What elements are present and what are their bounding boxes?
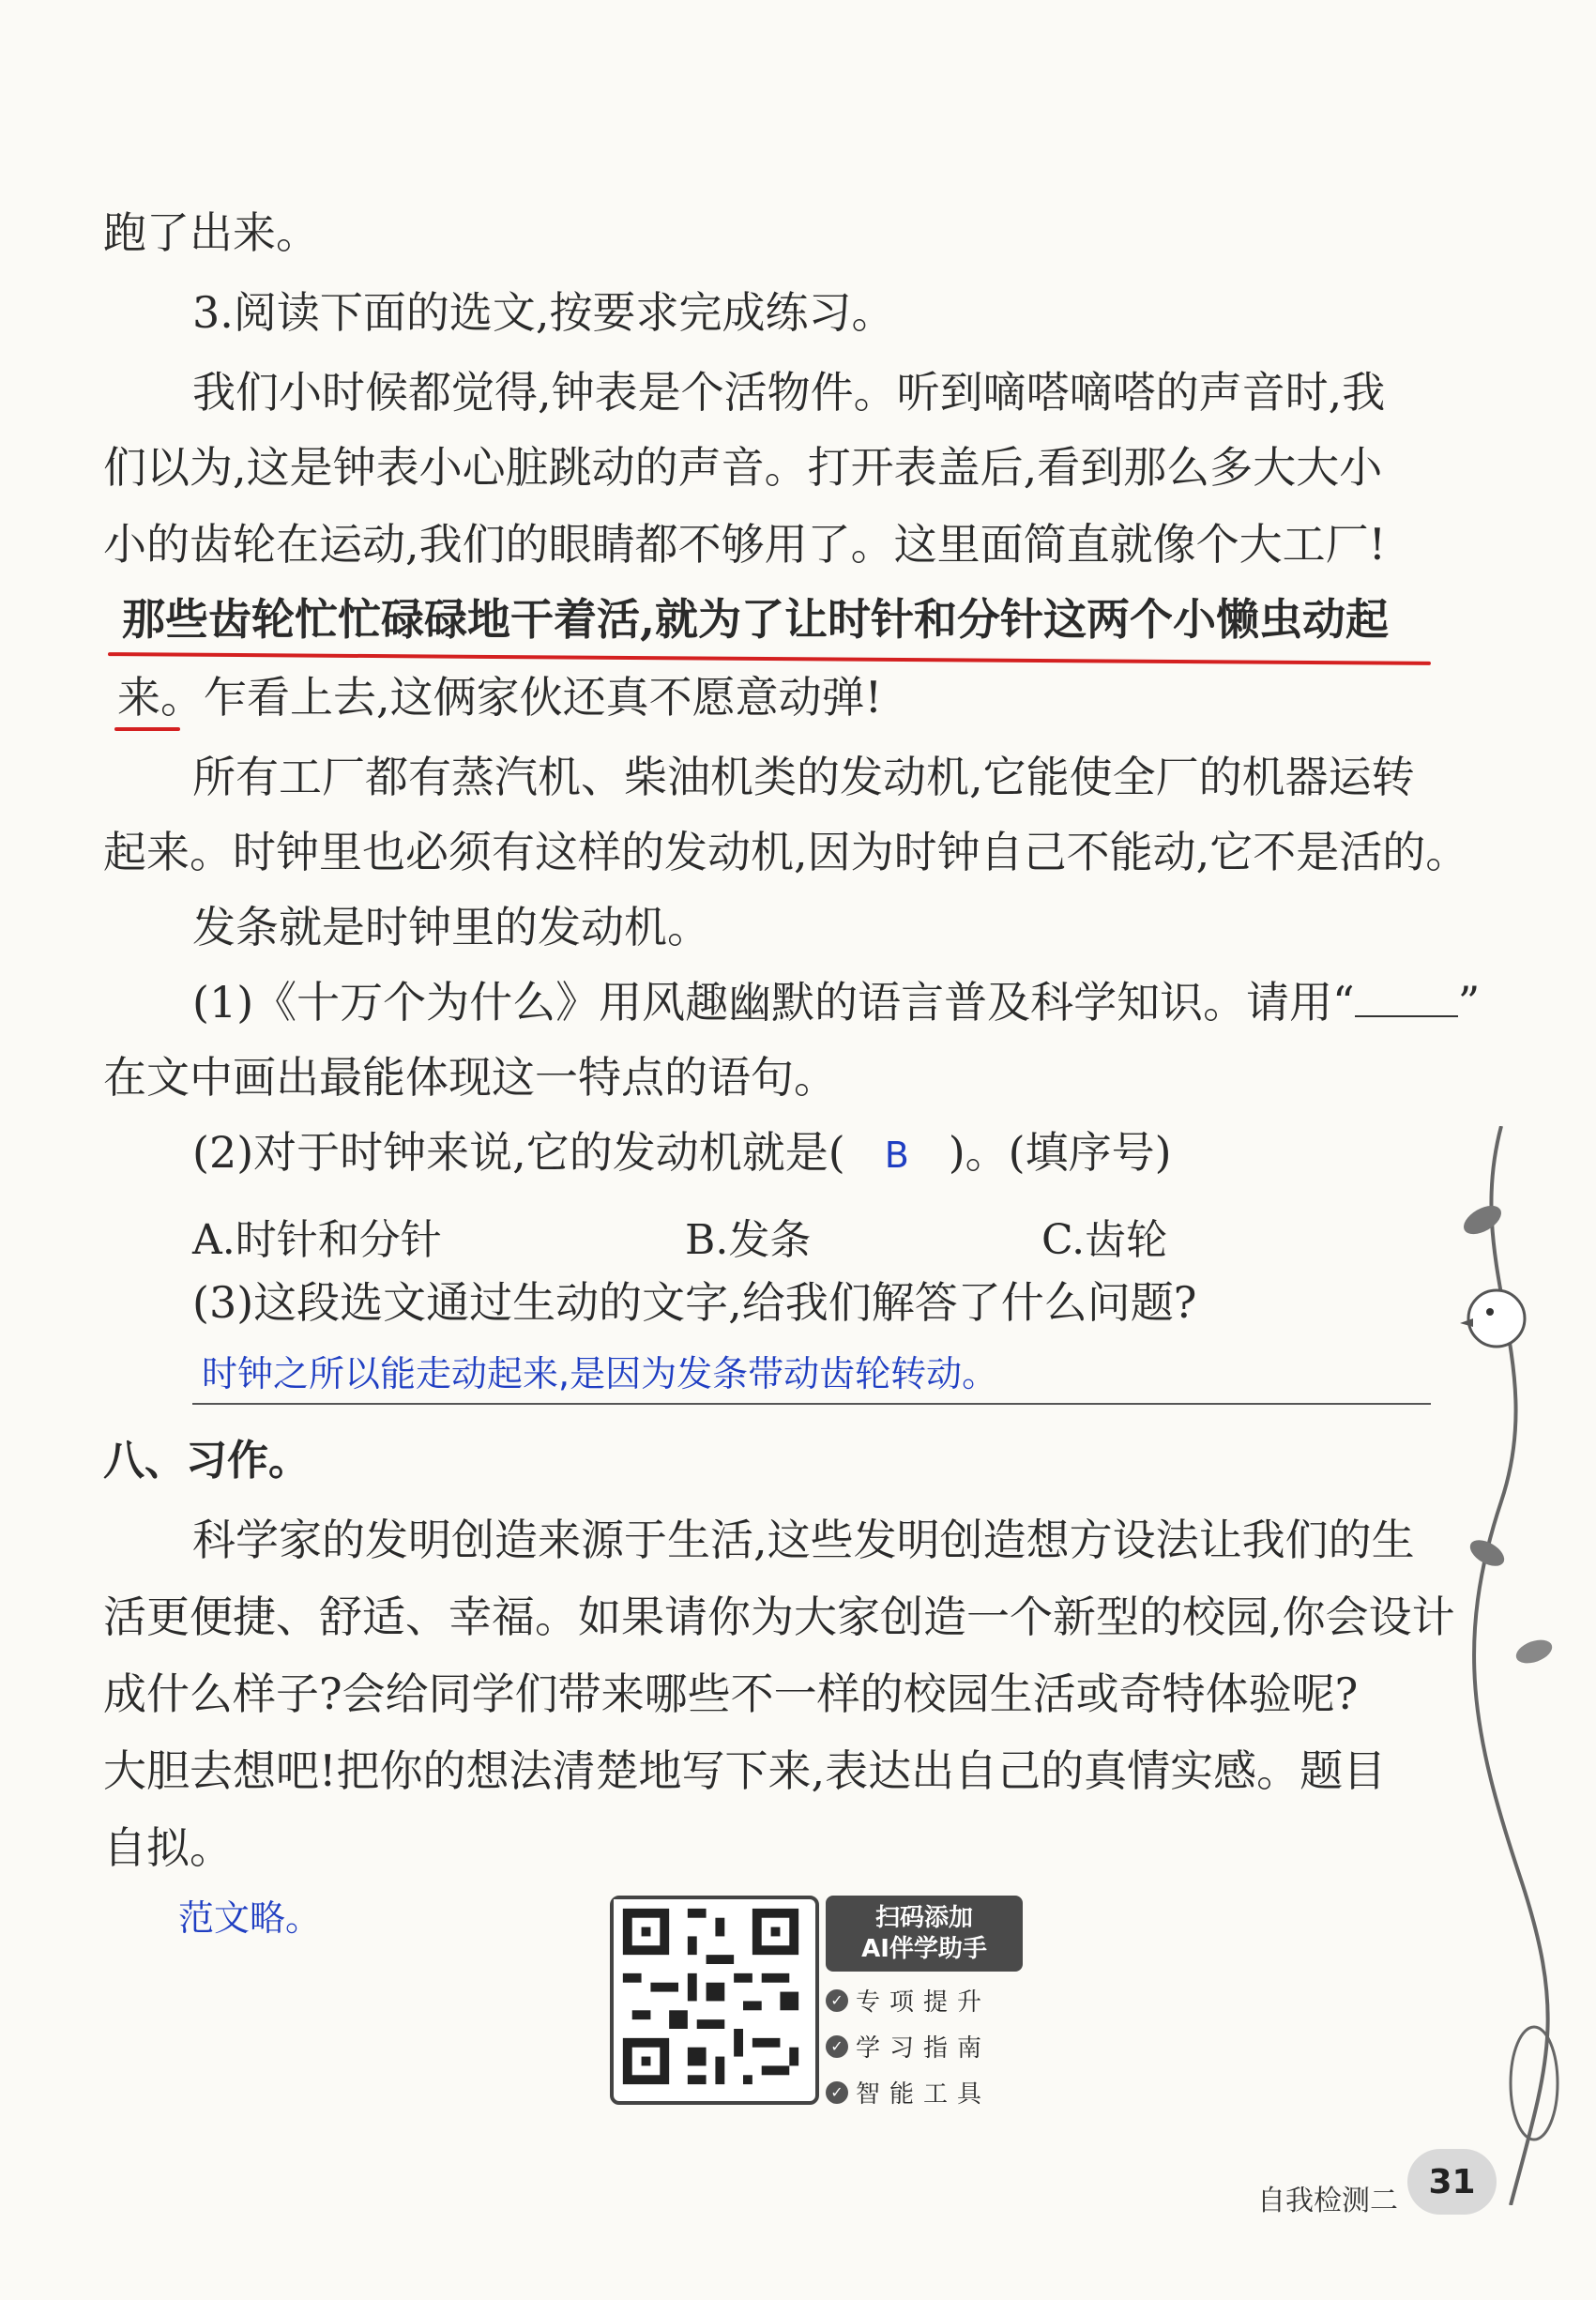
answer-choice: B (884, 1135, 909, 1176)
question-2-text: (2)对于时钟来说,它的发动机就是( (192, 1127, 845, 1178)
prompt-line: 大胆去想吧!把你的想法清楚地写下来,表达出自己的真情实感。题目 (103, 1745, 1387, 1796)
section-label: 自我检测二 (1257, 2185, 1398, 2217)
question-1 (192, 977, 1481, 1028)
passage-line: 所有工厂都有蒸汽机、柴油机类的发动机,它能使全厂的机器运转 (192, 752, 1415, 802)
qr-code-icon (614, 1899, 808, 2094)
question-1-text: (1)《十万个为什么》用风趣幽默的语言普及科学知识。请用“ (192, 977, 1355, 1028)
option-b: B.发条 (685, 1216, 812, 1264)
check-icon: ✓ (826, 1989, 848, 2012)
text-line: 跑了出来。 (103, 207, 319, 258)
section-heading: 八、习作。 (103, 1437, 310, 1485)
qr-feature (826, 2029, 1023, 2064)
answer-text: 时钟之所以能走动起来,是因为发条带动齿轮转动。 (202, 1353, 998, 1394)
passage-line: 小的齿轮在运动,我们的眼睛都不够用了。这里面简直就像个大工厂! (103, 519, 1387, 570)
qr-tag-line1: 扫码添加 (874, 1904, 973, 1932)
prompt-line: 自拟。 (103, 1822, 233, 1873)
underline-blank (1355, 987, 1458, 1017)
passage-line: 我们小时候都觉得,钟表是个活物件。听到嘀嗒嘀嗒的声音时,我 (192, 367, 1386, 418)
option-a: A.时针和分针 (192, 1216, 442, 1264)
check-icon: ✓ (826, 2035, 848, 2058)
qr-code[interactable] (610, 1896, 819, 2105)
qr-feature-label: 专项提升 (856, 1988, 992, 2017)
passage-line: 来。乍看上去,这俩家伙还真不愿意动弹! (117, 672, 883, 723)
check-icon: ✓ (826, 2081, 848, 2104)
option-c: C.齿轮 (1041, 1216, 1168, 1264)
vine-decoration-icon (1445, 1126, 1586, 2205)
red-underline (114, 727, 180, 731)
passage-line-underlined: 那些齿轮忙忙碌碌地干着活,就为了让时针和分针这两个小懒虫动起 (122, 594, 1390, 645)
prompt-line: 活更便捷、舒适、幸福。如果请你为大家创造一个新型的校园,你会设计 (103, 1592, 1455, 1642)
question-2-suffix: )。(填序号) (948, 1127, 1172, 1178)
red-underline (108, 652, 1431, 665)
qr-tag-line2: AI伴学助手 (861, 1934, 987, 1963)
question-heading: 3.阅读下面的选文,按要求完成练习。 (192, 287, 895, 338)
prompt-line: 成什么样子?会给同学们带来哪些不一样的校园生活或奇特体验呢? (103, 1668, 1359, 1719)
qr-tag (826, 1896, 1023, 1972)
prompt-line: 科学家的发明创造来源于生活,这些发明创造想方设法让我们的生 (192, 1515, 1415, 1565)
passage-line: 起来。时钟里也必须有这样的发动机,因为时钟自己不能动,它不是活的。 (103, 827, 1469, 877)
question-1-cont: 在文中画出最能体现这一特点的语句。 (103, 1052, 837, 1103)
qr-feature-label: 学习指南 (856, 2034, 992, 2063)
qr-feature (826, 1983, 1023, 2018)
passage-line: 发条就是时钟里的发动机。 (192, 902, 710, 952)
close-quote: ” (1457, 977, 1481, 1028)
page-number: 31 (1407, 2149, 1497, 2215)
qr-feature-label: 智能工具 (856, 2080, 992, 2109)
question-2 (192, 1127, 1172, 1178)
qr-info (826, 1896, 1023, 2109)
essay-answer: 范文略。 (178, 1897, 322, 1939)
answer-line (192, 1403, 1431, 1405)
question-3: (3)这段选文通过生动的文字,给我们解答了什么问题? (192, 1277, 1197, 1328)
qr-feature (826, 2075, 1023, 2110)
passage-line: 们以为,这是钟表小心脏跳动的声音。打开表盖后,看到那么多大大小 (103, 442, 1383, 493)
